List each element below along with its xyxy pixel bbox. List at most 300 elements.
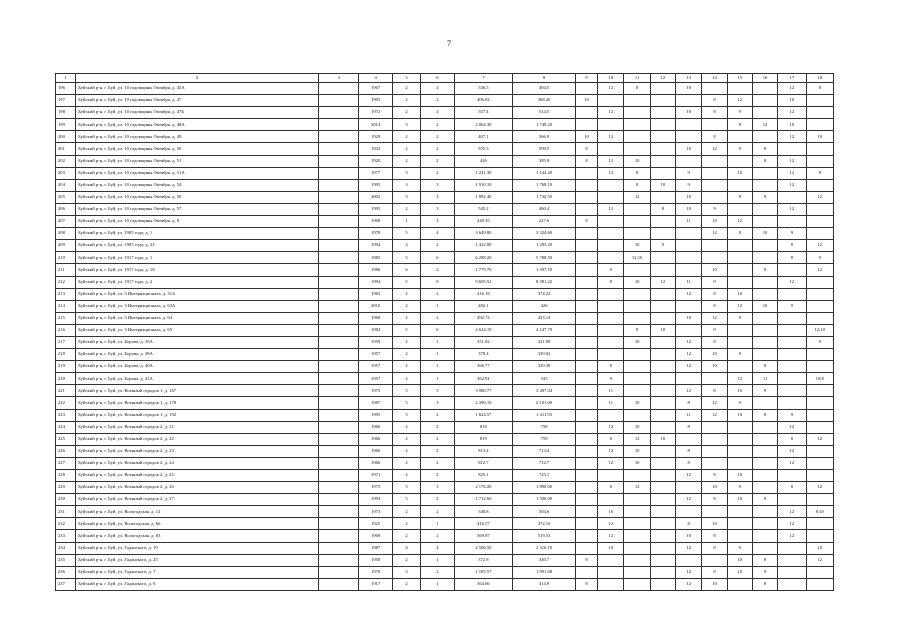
- table-cell: [778, 554, 806, 566]
- table-cell: 1966: [359, 433, 392, 445]
- table-cell: 12: [676, 542, 702, 554]
- table-cell: [624, 373, 650, 385]
- table-cell: [650, 95, 675, 107]
- table-cell: [752, 336, 777, 348]
- table-cell: [319, 433, 359, 445]
- table-cell: 362.81: [454, 373, 513, 385]
- table-cell: [598, 240, 624, 252]
- table-cell: 8: [702, 288, 727, 300]
- address-cell: Буйский р-н, г. Буй, ул. 10 годовщины Октября, д. 48А: [76, 119, 319, 131]
- table-cell: 545.2: [454, 203, 513, 215]
- address-cell: Буйский р-н, г. Буй, ул. Военный городок 1, д. 178: [76, 397, 319, 409]
- table-cell: [319, 240, 359, 252]
- table-cell: [702, 506, 727, 518]
- row-number-cell: 209: [56, 240, 76, 252]
- table-cell: [702, 554, 727, 566]
- table-cell: [319, 409, 359, 421]
- table-cell: [575, 409, 597, 421]
- address-cell: Буйский р-н, г. Буй, ул. 10 годовщины Октября, д. 51: [76, 155, 319, 167]
- table-row: [56, 324, 834, 336]
- table-cell: 10: [624, 155, 650, 167]
- table-cell: 10: [676, 191, 702, 203]
- table-cell: 10: [624, 457, 650, 469]
- table-cell: [650, 518, 675, 530]
- table-cell: 9: [727, 107, 752, 119]
- table-cell: 2: [421, 445, 454, 457]
- table-cell: 713.4: [513, 445, 576, 457]
- row-number-cell: 208: [56, 228, 76, 240]
- table-cell: 8: [702, 566, 727, 578]
- table-cell: [575, 397, 597, 409]
- table-cell: [575, 433, 597, 445]
- table-cell: [778, 143, 806, 155]
- table-cell: 8: [575, 554, 597, 566]
- table-cell: [650, 252, 675, 264]
- table-cell: 12: [727, 216, 752, 228]
- table-cell: 12: [676, 494, 702, 506]
- table-cell: 12: [598, 530, 624, 542]
- table-cell: 6: [392, 264, 420, 276]
- table-cell: 813.4: [454, 445, 513, 457]
- table-cell: [598, 349, 624, 361]
- table-cell: 227.6: [513, 216, 576, 228]
- table-cell: 8 381.22: [513, 276, 576, 288]
- table-cell: 3: [392, 179, 420, 191]
- table-cell: [806, 397, 834, 409]
- table-cell: [319, 107, 359, 119]
- table-cell: [624, 228, 650, 240]
- table-row: [56, 276, 834, 288]
- table-cell: 1 293.20: [513, 240, 576, 252]
- table-cell: 8: [702, 494, 727, 506]
- table-cell: [806, 470, 834, 482]
- table-cell: 366.77: [454, 361, 513, 373]
- table-cell: [702, 155, 727, 167]
- table-cell: 2: [421, 506, 454, 518]
- table-row: [56, 433, 834, 445]
- table-cell: 5: [392, 409, 420, 421]
- table-cell: [624, 107, 650, 119]
- table-cell: 12: [702, 143, 727, 155]
- row-number-cell: 225: [56, 433, 76, 445]
- table-cell: [806, 361, 834, 373]
- table-cell: 8: [575, 155, 597, 167]
- table-cell: [319, 143, 359, 155]
- table-cell: 10: [806, 542, 834, 554]
- table-cell: [319, 421, 359, 433]
- row-number-cell: 198: [56, 107, 76, 119]
- table-cell: 492.74: [454, 312, 513, 324]
- table-row: [56, 409, 834, 421]
- table-cell: 406.82: [454, 95, 513, 107]
- table-row: [56, 385, 834, 397]
- table-cell: [319, 252, 359, 264]
- table-cell: [676, 228, 702, 240]
- table-cell: 2: [392, 445, 420, 457]
- table-cell: 10: [650, 324, 675, 336]
- table-cell: [778, 470, 806, 482]
- table-cell: 10: [676, 83, 702, 95]
- table-cell: [319, 494, 359, 506]
- row-number-cell: 211: [56, 264, 76, 276]
- table-cell: 3 980.77: [454, 385, 513, 397]
- table-cell: [319, 191, 359, 203]
- table-cell: [752, 542, 777, 554]
- table-cell: 1 779.70: [454, 264, 513, 276]
- table-cell: 10: [624, 276, 650, 288]
- table-cell: 12: [676, 566, 702, 578]
- table-cell: 10: [676, 530, 702, 542]
- address-cell: Буйский р-н, г. Буй, ул. Гаданского, д. 25: [76, 554, 319, 566]
- table-cell: [806, 518, 834, 530]
- table-cell: [319, 554, 359, 566]
- table-cell: 8: [778, 240, 806, 252]
- table-cell: 10: [575, 131, 597, 143]
- table-cell: [778, 361, 806, 373]
- table-cell: 9: [727, 482, 752, 494]
- table-cell: 366.9: [513, 131, 576, 143]
- table-cell: 10: [752, 300, 777, 312]
- table-cell: 10: [702, 216, 727, 228]
- table-cell: 8: [752, 264, 777, 276]
- table-cell: 12: [778, 276, 806, 288]
- table-cell: 9: [727, 397, 752, 409]
- table-cell: 2: [421, 433, 454, 445]
- table-cell: [319, 445, 359, 457]
- table-cell: 2 316.10: [513, 542, 576, 554]
- table-cell: 1929: [359, 131, 392, 143]
- table-cell: [650, 482, 675, 494]
- table-cell: [624, 349, 650, 361]
- table-cell: [806, 349, 834, 361]
- table-cell: 8: [676, 457, 702, 469]
- table-cell: 1986: [359, 264, 392, 276]
- table-cell: 1 144.20: [513, 167, 576, 179]
- table-cell: 5: [392, 397, 420, 409]
- table-cell: [319, 83, 359, 95]
- table-cell: 12: [650, 276, 675, 288]
- table-cell: [778, 494, 806, 506]
- table-cell: [676, 264, 702, 276]
- header-cell: 3: [319, 74, 359, 83]
- table-cell: [319, 167, 359, 179]
- table-cell: [319, 276, 359, 288]
- table-cell: 12: [806, 264, 834, 276]
- table-cell: [319, 300, 359, 312]
- table-cell: 12: [778, 107, 806, 119]
- table-cell: 2: [392, 155, 420, 167]
- table-cell: [727, 518, 752, 530]
- table-cell: 9: [752, 494, 777, 506]
- table-cell: 9: [752, 191, 777, 203]
- table-cell: 1995: [359, 409, 392, 421]
- table-cell: 11: [752, 373, 777, 385]
- table-cell: [752, 288, 777, 300]
- table-cell: [752, 203, 777, 215]
- address-cell: Буйский р-н, г. Буй, ул. 3 Интернационала, д. 31А: [76, 288, 319, 300]
- row-number-cell: 207: [56, 216, 76, 228]
- table-cell: 10: [624, 445, 650, 457]
- table-cell: 2: [421, 409, 454, 421]
- table-row: [56, 554, 834, 566]
- table-cell: 378.4: [454, 349, 513, 361]
- table-cell: [319, 155, 359, 167]
- table-cell: 12: [778, 179, 806, 191]
- table-cell: 6 288.20: [454, 252, 513, 264]
- table-cell: [575, 566, 597, 578]
- table-cell: 1993: [359, 494, 392, 506]
- table-cell: 407.1: [454, 131, 513, 143]
- table-cell: 2 176.20: [454, 482, 513, 494]
- table-cell: 2002: [359, 191, 392, 203]
- table-cell: 372.8: [454, 554, 513, 566]
- table-cell: 1968: [359, 312, 392, 324]
- address-cell: Буйский р-н, г. Буй, ул. 3 Интернационала, д. 63А: [76, 300, 319, 312]
- table-cell: 1994: [359, 240, 392, 252]
- table-cell: 1976: [359, 566, 392, 578]
- table-cell: [598, 336, 624, 348]
- table-cell: 1978: [359, 228, 392, 240]
- table-cell: [727, 179, 752, 191]
- table-cell: 12: [752, 119, 777, 131]
- table-cell: [319, 349, 359, 361]
- table-body: [56, 74, 834, 591]
- row-number-cell: 219: [56, 361, 76, 373]
- table-cell: [598, 228, 624, 240]
- table-cell: 9: [676, 179, 702, 191]
- row-number-cell: 206: [56, 203, 76, 215]
- table-cell: [319, 457, 359, 469]
- table-cell: 3: [392, 566, 420, 578]
- table-cell: 2: [392, 107, 420, 119]
- table-cell: 12: [624, 482, 650, 494]
- table-cell: [752, 397, 777, 409]
- table-cell: 825.1: [454, 470, 513, 482]
- table-cell: 10: [702, 264, 727, 276]
- table-cell: [778, 349, 806, 361]
- table-cell: 329.38: [513, 361, 576, 373]
- table-cell: 1917: [359, 578, 392, 590]
- row-number-cell: 235: [56, 554, 76, 566]
- table-cell: [806, 288, 834, 300]
- table-cell: 12: [598, 131, 624, 143]
- table-cell: 3: [421, 216, 454, 228]
- table-cell: [598, 494, 624, 506]
- row-number-cell: 217: [56, 336, 76, 348]
- table-cell: 8: [752, 361, 777, 373]
- table-cell: [806, 312, 834, 324]
- table-cell: 12: [676, 361, 702, 373]
- table-cell: 10: [676, 107, 702, 119]
- row-number-cell: 203: [56, 167, 76, 179]
- table-cell: 9: [778, 409, 806, 421]
- table-cell: 1957: [359, 373, 392, 385]
- table-cell: [702, 83, 727, 95]
- address-cell: Буйский р-н, г. Буй, ул. Гаданского, д. 19: [76, 542, 319, 554]
- table-cell: 4: [421, 542, 454, 554]
- table-cell: 2: [392, 421, 420, 433]
- table-row: [56, 482, 834, 494]
- table-cell: [650, 312, 675, 324]
- table-cell: [598, 191, 624, 203]
- table-cell: 8: [702, 107, 727, 119]
- table-cell: 8: [650, 203, 675, 215]
- table-cell: [319, 385, 359, 397]
- row-number-cell: 213: [56, 288, 76, 300]
- table-cell: 12: [778, 167, 806, 179]
- table-cell: [319, 228, 359, 240]
- table-cell: 8: [676, 421, 702, 433]
- table-cell: 2: [392, 203, 420, 215]
- table-cell: [624, 494, 650, 506]
- header-cell: 11: [624, 74, 650, 83]
- table-cell: [727, 252, 752, 264]
- table-cell: 1 712.60: [454, 494, 513, 506]
- table-cell: 2 101.00: [513, 397, 576, 409]
- table-cell: 9: [598, 373, 624, 385]
- table-cell: [650, 470, 675, 482]
- table-cell: [575, 191, 597, 203]
- table-cell: 8: [676, 518, 702, 530]
- table-cell: [624, 131, 650, 143]
- table-cell: [752, 433, 777, 445]
- address-cell: Буйский р-н, г. Буй, ул. 10 годовщины Октября, д. 54: [76, 179, 319, 191]
- table-cell: [778, 264, 806, 276]
- table-cell: [598, 312, 624, 324]
- table-cell: 1 241.30: [454, 167, 513, 179]
- table-cell: 10: [676, 143, 702, 155]
- table-cell: 2: [421, 312, 454, 324]
- table-cell: [702, 191, 727, 203]
- table-cell: 1: [421, 373, 454, 385]
- table-cell: [778, 397, 806, 409]
- table-cell: 2 064.30: [454, 119, 513, 131]
- row-number-cell: 228: [56, 470, 76, 482]
- table-cell: [676, 506, 702, 518]
- table-cell: [598, 300, 624, 312]
- table-cell: [806, 203, 834, 215]
- address-cell: Буйский р-н, г. Буй, ул. 10 годовщины Октября, д. 47: [76, 95, 319, 107]
- table-cell: 12: [778, 445, 806, 457]
- address-cell: Буйский р-н, г. Буй, ул. Борова, д. 41А: [76, 373, 319, 385]
- table-cell: 8: [702, 300, 727, 312]
- address-cell: Буйский р-н, г. Буй, ул. 10 годовщины Октября, д. 56: [76, 191, 319, 203]
- table-cell: [575, 107, 597, 119]
- table-cell: 8: [624, 179, 650, 191]
- table-cell: 12: [778, 457, 806, 469]
- table-cell: [778, 385, 806, 397]
- table-cell: [806, 421, 834, 433]
- table-cell: 812.7: [454, 457, 513, 469]
- table-cell: 9: [752, 566, 777, 578]
- table-cell: 10: [727, 566, 752, 578]
- table-row: [56, 470, 834, 482]
- table-cell: [650, 107, 675, 119]
- table-cell: [806, 385, 834, 397]
- table-cell: 2: [392, 433, 420, 445]
- table-row: [56, 228, 834, 240]
- table-cell: 8: [752, 143, 777, 155]
- table-cell: [702, 421, 727, 433]
- table-cell: 8: [702, 530, 727, 542]
- table-cell: 10;8: [806, 373, 834, 385]
- header-row: [56, 74, 834, 83]
- table-row: [56, 373, 834, 385]
- table-cell: 12: [778, 518, 806, 530]
- table-cell: [575, 228, 597, 240]
- header-cell: 12: [650, 74, 675, 83]
- address-cell: Буйский р-н, г. Буй, ул. Гаданского, д. 7: [76, 566, 319, 578]
- table-cell: [752, 167, 777, 179]
- table-cell: 509.5: [513, 143, 576, 155]
- address-cell: Буйский р-н, г. Буй, ул. Военный городок 2, д. 27: [76, 494, 319, 506]
- table-row: [56, 240, 834, 252]
- address-cell: Буйский р-н, г. Буй, ул. Военный городок 2, д. 26: [76, 482, 319, 494]
- table-cell: 2: [421, 240, 454, 252]
- table-cell: [319, 361, 359, 373]
- table-cell: 385.8: [513, 155, 576, 167]
- table-cell: 12: [806, 433, 834, 445]
- table-cell: 1 768.10: [513, 179, 576, 191]
- table-row: [56, 95, 834, 107]
- table-cell: 514.5: [513, 107, 576, 119]
- header-cell: 8: [513, 74, 576, 83]
- table-cell: 10: [727, 288, 752, 300]
- row-number-cell: 222: [56, 397, 76, 409]
- table-cell: 1 597.10: [513, 264, 576, 276]
- table-cell: [676, 252, 702, 264]
- table-row: [56, 445, 834, 457]
- table-cell: 8: [752, 409, 777, 421]
- table-cell: 11: [676, 409, 702, 421]
- table-cell: 5: [421, 385, 454, 397]
- address-cell: Буйский р-н, г. Буй, ул. Гаданского, д. 8: [76, 578, 319, 590]
- table-cell: 3: [421, 191, 454, 203]
- table-cell: [575, 179, 597, 191]
- table-cell: 3: [421, 482, 454, 494]
- table-cell: 2: [392, 506, 420, 518]
- header-cell: 10: [598, 74, 624, 83]
- table-cell: [575, 373, 597, 385]
- table-cell: [778, 216, 806, 228]
- table-cell: 12: [598, 203, 624, 215]
- row-number-cell: 205: [56, 191, 76, 203]
- table-cell: 12: [598, 445, 624, 457]
- table-row: [56, 191, 834, 203]
- table-cell: 12: [624, 191, 650, 203]
- table-cell: 8: [598, 361, 624, 373]
- table-cell: 1 910.10: [454, 179, 513, 191]
- table-cell: [319, 119, 359, 131]
- table-cell: [575, 264, 597, 276]
- table-cell: 2: [421, 264, 454, 276]
- table-cell: [598, 409, 624, 421]
- table-cell: [727, 421, 752, 433]
- table-cell: [624, 385, 650, 397]
- table-row: [56, 312, 834, 324]
- table-cell: 10: [702, 482, 727, 494]
- table-cell: [650, 554, 675, 566]
- table-cell: 9: [676, 167, 702, 179]
- row-number-cell: 230: [56, 494, 76, 506]
- table-cell: [727, 457, 752, 469]
- table-cell: [598, 252, 624, 264]
- table-cell: 5: [392, 276, 420, 288]
- table-row: [56, 578, 834, 590]
- table-cell: 460.4: [513, 203, 576, 215]
- table-cell: 1972: [359, 107, 392, 119]
- table-cell: 12;10: [806, 324, 834, 336]
